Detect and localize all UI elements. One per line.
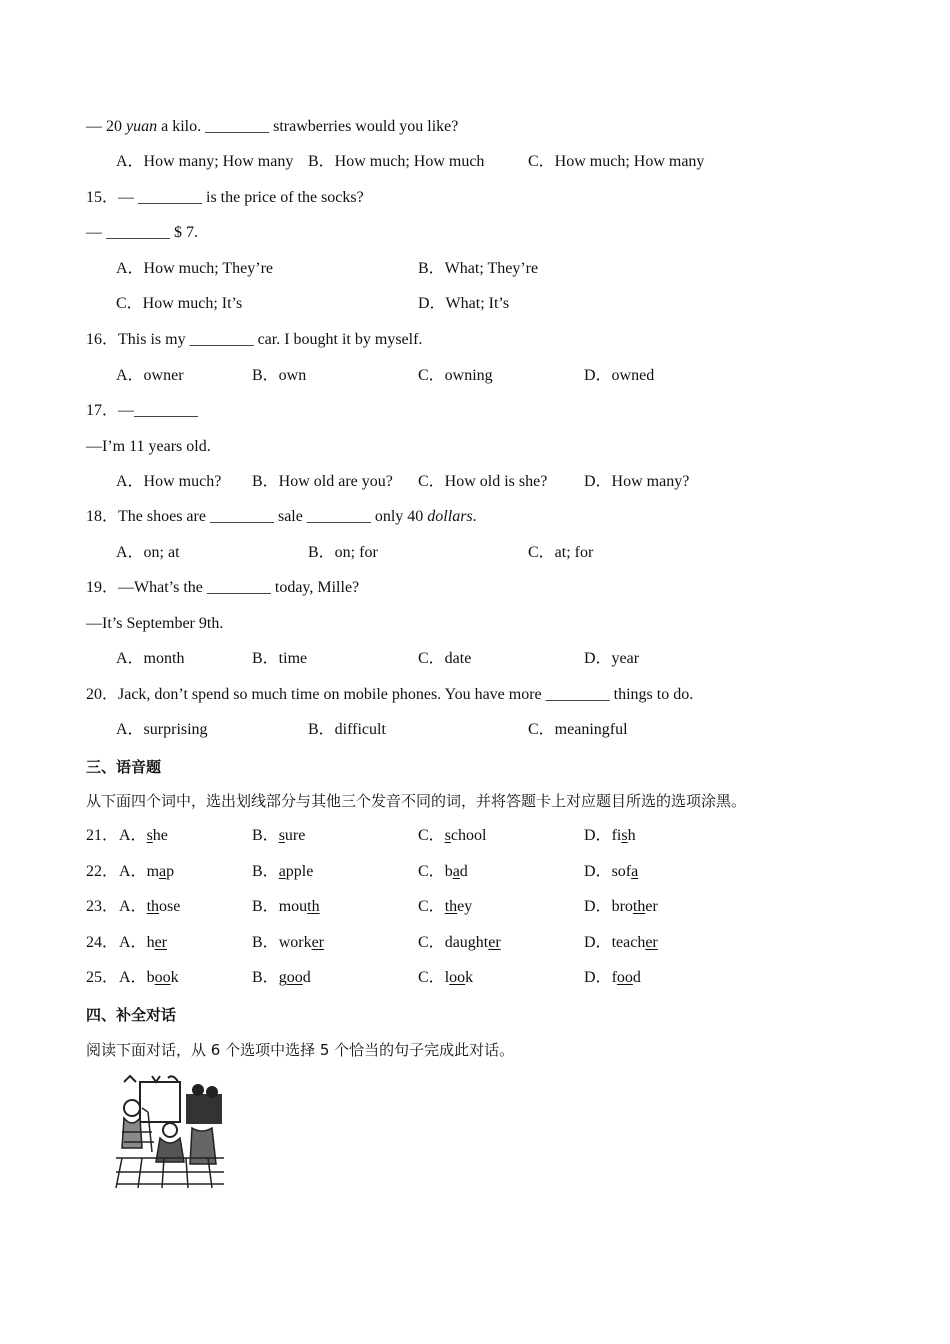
word-prefix: teach: [611, 934, 646, 951]
q17-option-c[interactable]: C．How old is she?: [418, 473, 548, 490]
q15-option-a[interactable]: A．How much; They’re: [116, 260, 274, 277]
q14-line-post: a kilo. ________ strawberries would you like?: [157, 118, 459, 135]
q20-option-c[interactable]: C．meaningful: [528, 721, 628, 738]
q17-option-b[interactable]: B．How old are you?: [252, 473, 393, 490]
word-prefix: b: [146, 969, 155, 986]
phonetics-option[interactable]: [418, 897, 472, 917]
option-label: D．: [584, 863, 612, 880]
q15-stem: 15．— ________ is the price of the socks?: [86, 189, 364, 206]
q16-option-a[interactable]: A．owner: [116, 367, 184, 384]
word-prefix: f: [611, 969, 617, 986]
word-prefix: daught: [444, 934, 489, 951]
word-prefix: work: [278, 934, 312, 951]
option-label: D．: [584, 969, 612, 986]
option-label: A．: [119, 827, 147, 844]
phonetics-option[interactable]: [119, 968, 179, 988]
phonetics-option[interactable]: [584, 933, 658, 953]
option-label: B．: [252, 863, 279, 880]
word-prefix: l: [444, 969, 450, 986]
word-suffix: ose: [159, 898, 181, 915]
phonetics-option[interactable]: [418, 862, 468, 882]
q18-option-b[interactable]: B．on; for: [308, 544, 378, 561]
q17-option-a[interactable]: A．How much?: [116, 473, 222, 490]
phonetics-option[interactable]: [119, 933, 167, 953]
underlined-letters: er: [311, 934, 325, 951]
q14-answer-line: [86, 117, 458, 137]
phonetics-option[interactable]: [584, 968, 641, 988]
word-suffix: chool: [450, 827, 487, 844]
q19-option-b[interactable]: B．time: [252, 650, 308, 667]
underlined-letters: th: [146, 898, 160, 915]
underlined-letters: a: [159, 863, 167, 880]
q19-option-d[interactable]: D．year: [584, 650, 640, 667]
option-label: B．: [252, 934, 279, 951]
underlined-letters: a: [631, 863, 639, 880]
q20-option-b[interactable]: B．difficult: [308, 721, 386, 738]
phonetics-option[interactable]: [418, 826, 486, 846]
phonetics-question-number: 22．: [86, 863, 119, 880]
q16-option-b[interactable]: B．own: [252, 367, 307, 384]
word-prefix: h: [146, 934, 155, 951]
phonetics-option[interactable]: [418, 968, 473, 988]
q15-option-d[interactable]: D．What; It’s: [418, 295, 510, 312]
underlined-letters: oo: [449, 969, 466, 986]
q16-option-d[interactable]: D．owned: [584, 367, 655, 384]
phonetics-option[interactable]: [418, 933, 501, 953]
word-suffix: er: [645, 898, 658, 915]
option-label: D．: [584, 827, 612, 844]
word-prefix: g: [278, 969, 287, 986]
q19-stem: 19．—What’s the ________ today, Mille?: [86, 579, 360, 596]
option-label: B．: [252, 898, 279, 915]
q18-stem-pre: 18．The shoes are ________ sale ________ only 40: [86, 508, 428, 525]
underlined-letters: th: [307, 898, 320, 915]
phonetics-option[interactable]: [584, 897, 658, 917]
underlined-letters: a: [452, 863, 460, 880]
section3-title: 三、语音题: [86, 758, 162, 776]
option-label: A．: [119, 969, 147, 986]
option-label: B．: [252, 827, 279, 844]
q15-option-b[interactable]: B．What; They’re: [418, 260, 539, 277]
underlined-letters: s: [444, 827, 451, 844]
underlined-letters: s: [278, 827, 285, 844]
q18-option-a[interactable]: A．on; at: [116, 544, 180, 561]
q19-option-c[interactable]: C．date: [418, 650, 472, 667]
q18-option-c[interactable]: C．at; for: [528, 544, 594, 561]
word-suffix: d: [302, 969, 311, 986]
section3-instruction: 从下面四个词中，选出划线部分与其他三个发音不同的词，并将答题卡上对应题目所选的选项涂黑。: [86, 792, 747, 810]
phonetics-option[interactable]: [584, 862, 638, 882]
word-prefix: m: [146, 863, 160, 880]
q17-option-d[interactable]: D．How many?: [584, 473, 690, 490]
word-suffix: k: [465, 969, 474, 986]
option-label: C．: [418, 969, 445, 986]
q14-option-a[interactable]: A．How many; How many: [116, 153, 294, 170]
word-suffix: pple: [285, 863, 314, 880]
underlined-letters: oo: [154, 969, 171, 986]
q19-answer: —It’s September 9th.: [86, 615, 224, 632]
option-label: D．: [584, 898, 612, 915]
q18-stem: [86, 507, 477, 527]
q17-answer: —I’m 11 years old.: [86, 438, 211, 455]
option-label: A．: [119, 934, 147, 951]
q18-stem-em: dollars: [427, 508, 473, 525]
option-label: C．: [418, 827, 445, 844]
underlined-letters: th: [444, 898, 458, 915]
option-label: A．: [119, 898, 147, 915]
phonetics-option[interactable]: [252, 862, 313, 882]
underlined-letters: s: [146, 827, 153, 844]
phonetics-option[interactable]: [119, 862, 174, 882]
word-suffix: ey: [457, 898, 473, 915]
q15-answer: — ________ $ 7.: [86, 224, 198, 241]
phonetics-option[interactable]: [252, 826, 305, 846]
phonetics-option[interactable]: [119, 826, 168, 846]
word-prefix: fi: [611, 827, 622, 844]
phonetics-option[interactable]: [584, 826, 636, 846]
option-label: D．: [584, 934, 612, 951]
q20-option-a[interactable]: A．surprising: [116, 721, 208, 738]
word-suffix: ure: [284, 827, 306, 844]
option-label: A．: [119, 863, 147, 880]
underlined-letters: a: [278, 863, 286, 880]
q14-line-pre: — 20: [86, 118, 126, 135]
dialogue-illustration: [112, 1072, 228, 1190]
word-suffix: he: [152, 827, 168, 844]
q18-stem-post: .: [472, 508, 477, 525]
word-suffix: d: [632, 969, 641, 986]
q19-option-a[interactable]: A．month: [116, 650, 185, 667]
underlined-letters: er: [645, 934, 658, 951]
option-label: C．: [418, 934, 445, 951]
underlined-letters: s: [621, 827, 628, 844]
q17-stem: 17．—________: [86, 402, 199, 419]
word-prefix: bro: [611, 898, 633, 915]
q14-line-em: yuan: [126, 118, 158, 135]
section4-instruction: 阅读下面对话，从 6 个选项中选择 5 个恰当的句子完成此对话。: [86, 1041, 515, 1059]
option-label: C．: [418, 863, 445, 880]
word-prefix: sof: [611, 863, 632, 880]
q16-stem: 16．This is my ________ car. I bought it by myself.: [86, 331, 423, 348]
phonetics-option[interactable]: [119, 897, 180, 917]
word-suffix: h: [627, 827, 636, 844]
phonetics-question-number: 25．: [86, 969, 119, 986]
phonetics-option[interactable]: [252, 897, 320, 917]
option-label: B．: [252, 969, 279, 986]
underlined-letters: oo: [286, 969, 303, 986]
word-suffix: p: [166, 863, 175, 880]
q20-stem: 20．Jack, don’t spend so much time on mobile phones. You have more ________ things to do.: [86, 686, 694, 703]
underlined-letters: er: [154, 934, 167, 951]
option-label: C．: [418, 898, 445, 915]
word-prefix: b: [444, 863, 453, 880]
q14-option-c[interactable]: C．How much; How many: [528, 153, 705, 170]
q16-option-c[interactable]: C．owning: [418, 367, 493, 384]
underlined-letters: th: [632, 898, 646, 915]
word-suffix: d: [459, 863, 468, 880]
underlined-letters: er: [488, 934, 501, 951]
phonetics-option[interactable]: [252, 968, 311, 988]
phonetics-question-number: 21．: [86, 827, 119, 844]
word-prefix: mou: [278, 898, 308, 915]
phonetics-option[interactable]: [252, 933, 324, 953]
phonetics-question-number: 24．: [86, 934, 119, 951]
underlined-letters: oo: [616, 969, 633, 986]
section4-title: 四、补全对话: [86, 1006, 177, 1024]
phonetics-question-number: 23．: [86, 898, 119, 915]
q15-option-c[interactable]: C．How much; It’s: [116, 295, 243, 312]
word-suffix: k: [170, 969, 179, 986]
q14-option-b[interactable]: B．How much; How much: [308, 153, 485, 170]
